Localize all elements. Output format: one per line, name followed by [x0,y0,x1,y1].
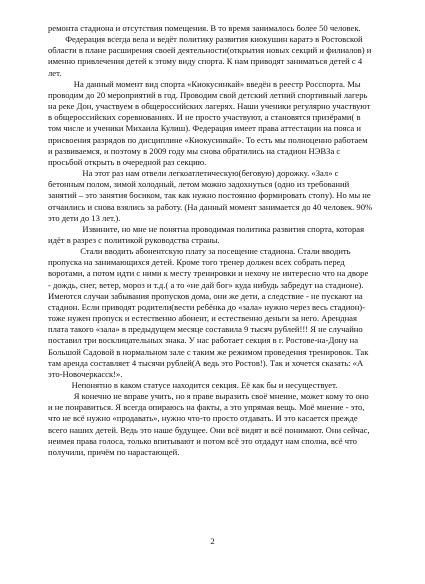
paragraph-section-status: Непонятно в каком статусе находится секция. Её как бы и несуществует. [48,380,338,390]
paragraph-stadium-closure: ремонта стадиона и отсутствия помещения. В то время занималось более 50 человек. [48,23,361,33]
paragraph-federation-policy: Федерация всегда вела и ведёт политику развития киокушин каратэ в Ростовской области в плане расширения своей деятельности(открытия новых секций и филиалов) и именно привлечения детей к этому виду спорта. К нам приводят заниматься детей с 4 лет. [48,34,372,78]
paragraph-author-opinion: Я конечно не вправе учить, но я праве выразить своё мнение, может кому то оно и не понравиться. Я всегда опираюсь на факты, а это упрямая вещь. Моё мнение - это, что не всё нужно «продавать», нужно что-то просто отдавать. И это касается прежде всего наших детей. Ведь это наше будущее. Они всё видят и всё понимают. Они сейчас, неимея права голоса, только впитывают и потом всё это отдадут нам сполна, всё что получили, причём по нарастающей. [48,391,370,457]
paragraph-training-conditions: На этот раз нам отвели легкоатлетическую(беговую) дорожку. «Зал» с бетонным полом, зимой холодный, летом можно задохнуться (одно из требований занятий – это занятия босиком, так как нужно постоянно формировать стопу). Но мы не отчаились и снова взялись за работу. (На данный момент занимается до 40 человек. 90% это дети до 13 лет.). [48,168,373,223]
paragraph-policy-objection: Извините, но мне не понятна проводимая политика развития спорта, которая идёт в разрез с политикой руководства страны. [48,223,365,245]
paragraph-current-status: На данный момент вид спорта «Киокусинкай» введён в реестр Росспорта. Мы проводим до 20 мероприятий в год. Проводим свой детский летний спортивный лагерь на реке Дон, участвуем в общероссийских лагерях. Наши ученики регулярно участвуют в общероссийских соревнованиях. И не просто участвуют, а становятся призёрами( в том числе и ученики Михаила Кулиш). Федерация имеет права аттестации на пояса и присвоения разрядов по дисциплине «Киокусинкай». То есть мы полноценно работаем и развиваемся, и поэтому в 2009 году мы снова обратились на стадион НЭВЗа с просьбой открыть в очередной раз секцию. [48,78,371,167]
paragraph-fees-and-passes: Стали вводить абонентскую плату за посещение стадиона. Стали вводить пропуска на занимающихся детей. Кроме того тренер должен всех собрать перед воротами, а потом идти с ними к месту тренировки и нехочу не интересно что на дворе - дождь, снег, ветер, мороз и т.д.( а то «не дай бог» куда нибудь забредут на стадионе). Имеются случаи забывания пропусков дома, они же дети, а следствие - не пускают на стадион. Если приводят родители(вести ребёнка до «зала» нужно через весь стадион)- тоже нужен пропуск и естественно абонент, и естественно деньги за него. Арендная плата такого «зала» в предыдущем месяце составила 9 тысяч рублей!!! Я не случайно поставил три восклицательных знака. У нас работает секция в г. Ростове-на-Дону на Большой Садовой в нормальном зале с таким же режимом проведения тренировок. Так там аренда составляет 4 тысячи рублей(А ведь это Ростов!). Так и хочется сказать: «А это-Новочеркасск!». [48,246,369,379]
page-number: 2 [210,536,215,546]
